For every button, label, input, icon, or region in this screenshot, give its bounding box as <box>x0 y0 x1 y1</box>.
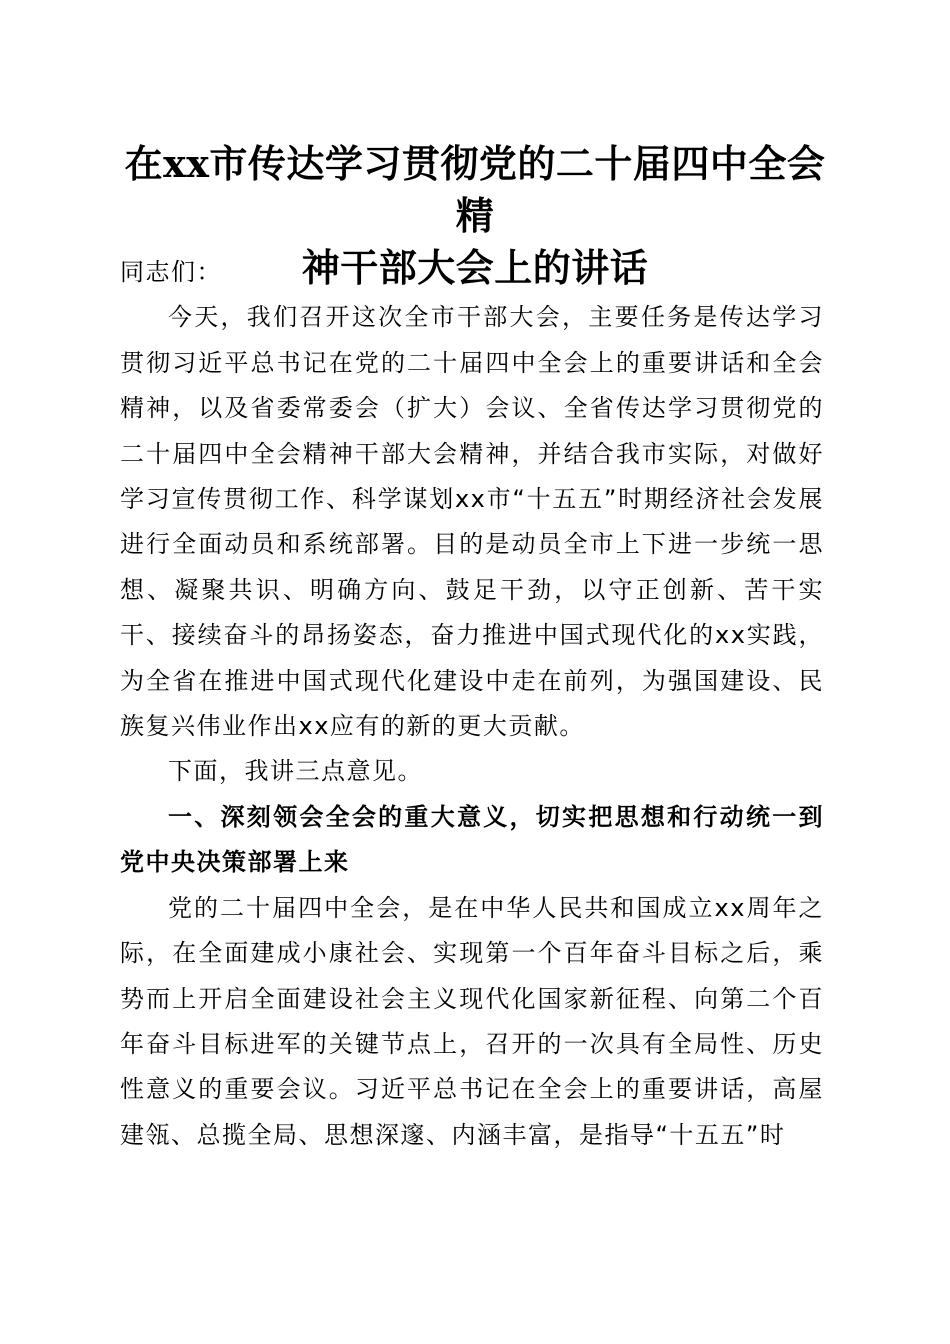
salutation: 同志们： <box>120 258 222 286</box>
title-line-1: 在xx市传达学习贯彻党的二十届四中全会精 <box>124 141 826 238</box>
document-body <box>120 250 824 1158</box>
title-line-2: 神干部大会上的讲话 <box>301 245 649 290</box>
section-1-paragraph: 党的二十届四中全会，是在中华人民共和国成立xx周年之际，在全面建成小康社会、实现第一个百年奋斗目标之后，乘势而上开启全面建设社会主义现代化国家新征程、向第二个百年奋斗目标进军的关键节点上，召开的一次具有全局性、历史性意义的重要会议。习近平总书记在全会上的重要讲话，高屋建瓴、总揽全局、思想深邃、内涵丰富，是指导“十五五”时 <box>120 893 824 1149</box>
section-heading-1: 一、深刻领会全会的重大意义，切实把思想和行动统一到党中央决策部署上来 <box>120 802 824 877</box>
paragraph-outline: 下面，我讲三点意见。 <box>168 757 423 786</box>
paragraph-intro: 今天，我们召开这次全市干部大会，主要任务是传达学习贯彻习近平总书记在党的二十届四中全会上的重要讲话和全会精神，以及省委常委会（扩大）会议、全省传达学习贯彻党的二十届四中全会精神干部大会精神，并结合我市实际，对做好学习宣传贯彻工作、科学谋划xx市“十五五”时期经济社会发展进行全面动员和系统部署。目的是动员全市上下进一步统一思想、凝聚共识、明确方向、鼓足干劲，以守正创新、苦干实干、接续奋斗的昂扬姿态，奋力推进中国式现代化的xx实践，为全省在推进中国式现代化建设中走在前列，为强国建设、民族复兴伟业作出xx应有的新的更大贡献。 <box>120 303 824 741</box>
